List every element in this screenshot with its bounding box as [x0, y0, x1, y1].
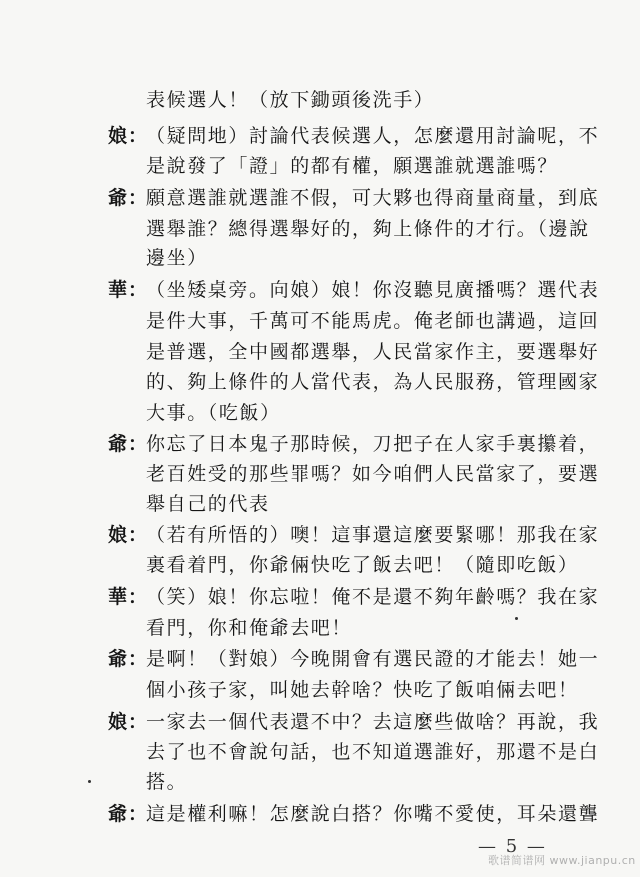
dialogue-text: 個小孩子家，叫她去幹啥？快吃了飯咱倆去吧！ [146, 679, 579, 701]
dialogue-text: 看門，你和俺爺去吧！ [146, 617, 353, 639]
dialogue-text: （疑問地）討論代表候選人，怎麼還用討論呢，不 [146, 125, 600, 147]
dialogue-text: 一家去一個代表還不中？去這麼些做啥？再說，我 [146, 711, 600, 733]
dialogue-text: 邊坐） [146, 247, 208, 269]
dialogue-text: 願意選誰就選誰不假，可大夥也得商量商量，到底 [146, 187, 600, 209]
dialogue-text: 搭。 [146, 771, 188, 793]
speaker-label: 爺： [108, 803, 149, 825]
dialogue-text: 是件大事，千萬可不能馬虎。俺老師也講過，這回 [146, 310, 600, 332]
dialogue-text: 舉自己的代表 [146, 493, 270, 515]
speaker-label: 娘： [108, 125, 149, 147]
dialogue-text: 你忘了日本鬼子那時候，刀把子在人家手裏攥着， [146, 433, 600, 455]
page-number: — 5 — [478, 836, 547, 857]
ink-speck [515, 617, 518, 620]
dialogue-text: 裏看着門，你爺倆快吃了飯去吧！（隨即吃飯） [146, 554, 579, 576]
speaker-label: 爺： [108, 433, 149, 455]
dialogue-text: 是普選，全中國都選舉，人民當家作主，要選舉好 [146, 341, 600, 363]
dialogue-text: 的、夠上條件的人當代表，為人民服務，管理國家 [146, 371, 600, 393]
speaker-label: 娘： [108, 711, 149, 733]
watermark: 歌谱简谱网 www.jianpu.cn [488, 854, 636, 867]
dialogue-text: 去了也不會說句話，也不知道選誰好，那還不是白 [146, 741, 600, 763]
dialogue-text: 是啊！（對娘）今晚開會有選民證的才能去！她一 [146, 648, 600, 670]
dialogue-text: 大事。（吃飯） [146, 402, 281, 424]
speaker-label: 華： [108, 279, 149, 301]
ink-speck [88, 780, 91, 783]
dialogue-text: 是說發了「證」的都有權，願選誰就選誰嗎？ [146, 155, 559, 177]
dialogue-text: （笑）娘！你忘啦！俺不是還不夠年齡嗎？我在家 [146, 586, 600, 608]
speaker-label: 爺： [108, 187, 149, 209]
dialogue-text: 老百姓受的那些罪嗎？如今咱們人民當家了，要選 [146, 463, 600, 485]
dialogue-text: （坐矮桌旁。向娘）娘！你沒聽見廣播嗎？選代表 [146, 279, 600, 301]
dialogue-text: （若有所悟的）噢！這事還這麼要緊哪！那我在家 [146, 524, 600, 546]
dialogue-text: 表候選人！（放下鋤頭後洗手） [146, 89, 435, 111]
speaker-label: 華： [108, 586, 149, 608]
dialogue-text: 選舉誰？總得選舉好的，夠上條件的才行。（邊說 [146, 218, 590, 240]
speaker-label: 爺： [108, 648, 149, 670]
speaker-label: 娘： [108, 524, 149, 546]
dialogue-text: 這是權利嘛！怎麼說白搭？你嘴不愛使，耳朵還聾 [146, 803, 600, 825]
